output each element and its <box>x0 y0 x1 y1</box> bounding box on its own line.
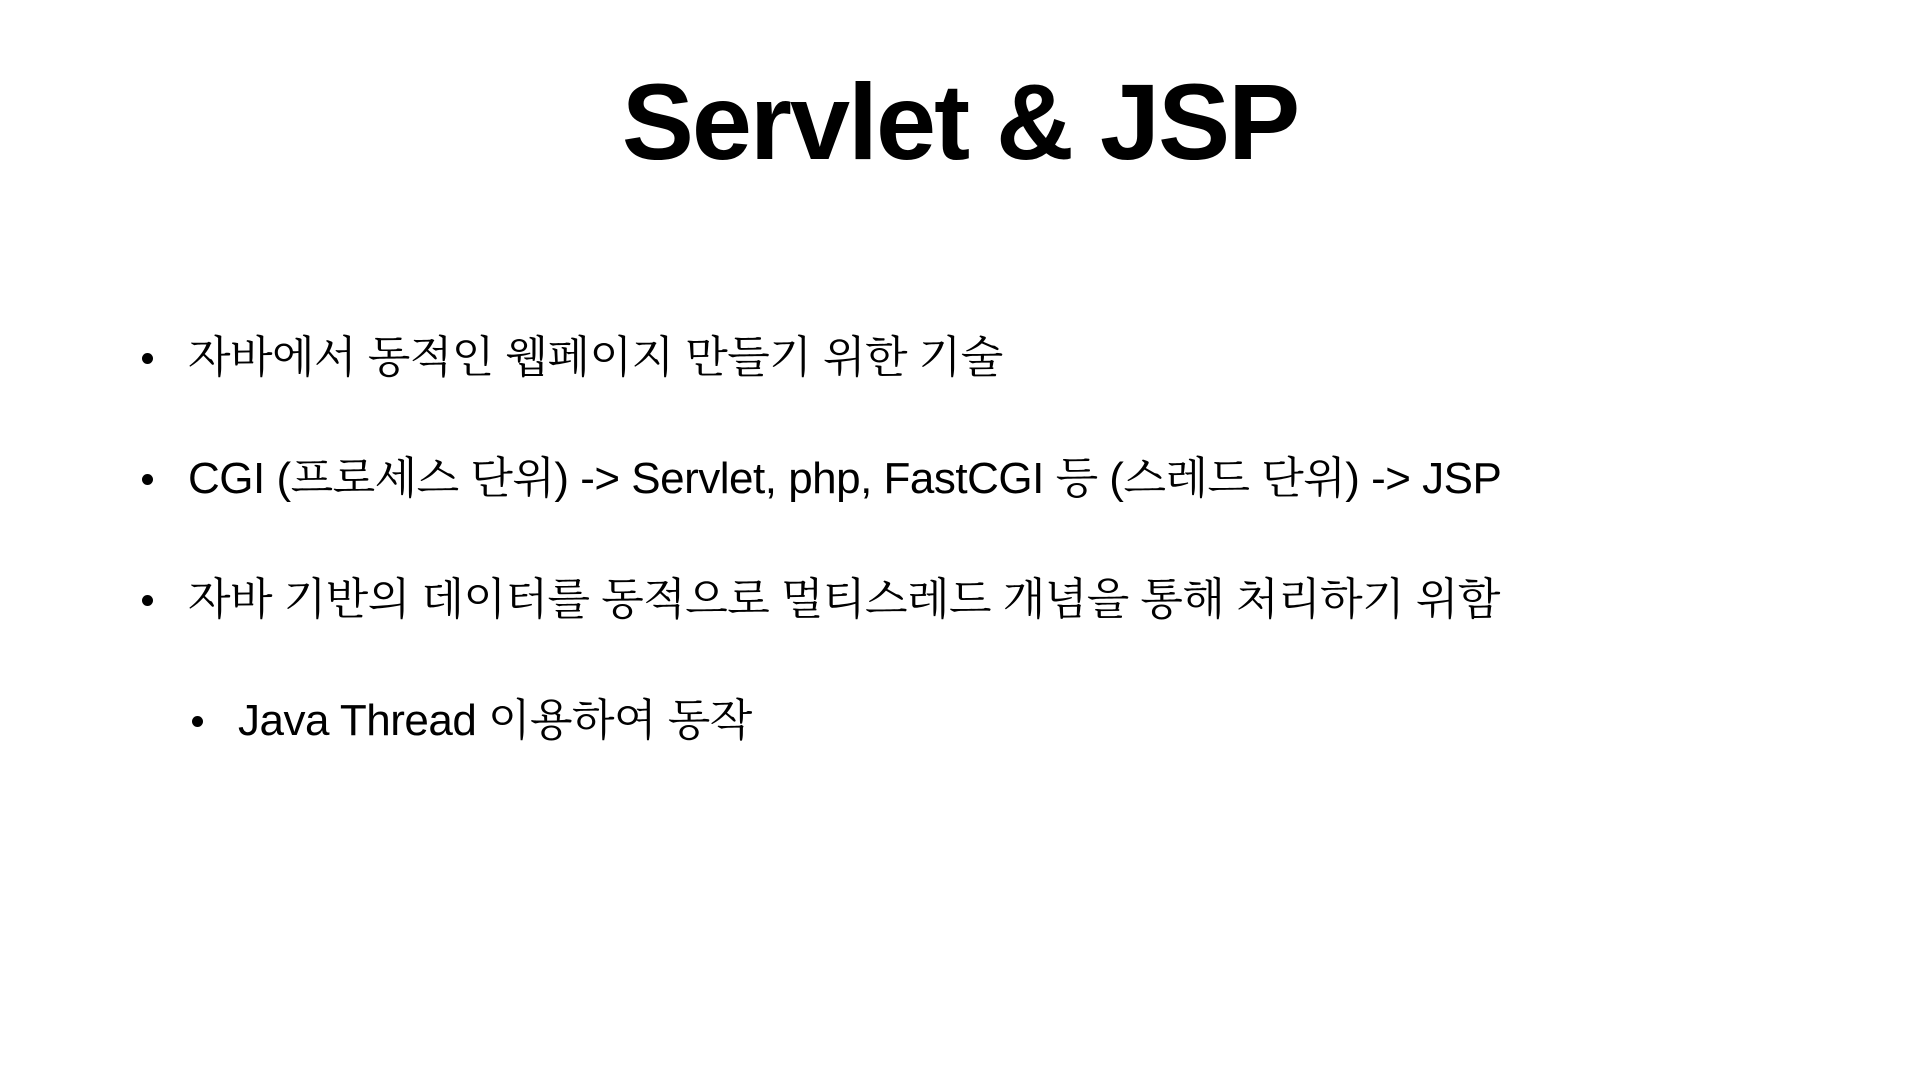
bullet-text: 자바 기반의 데이터를 동적으로 멀티스레드 개념을 통해 처리하기 위함 <box>188 575 1500 624</box>
bullet-item-multithread <box>138 564 1501 636</box>
bullet-item-dynamic-web <box>138 322 1501 394</box>
bullet-text: 자바에서 동적인 웹페이지 만들기 위한 기술 <box>188 333 1003 382</box>
bullet-dot-icon <box>142 353 153 364</box>
slide-title: Servlet & JSP <box>621 61 1299 182</box>
sub-bullet-item-java-thread <box>188 685 1501 757</box>
bullet-dot-icon <box>142 474 153 485</box>
bullet-text: Java Thread 이용하여 동작 <box>238 696 752 745</box>
bullet-dot-icon <box>142 595 153 606</box>
bullet-dot-icon <box>192 716 203 727</box>
bullet-list <box>138 322 1501 806</box>
bullet-item-cgi-evolution <box>138 443 1501 515</box>
bullet-text: CGI (프로세스 단위) -> Servlet, php, FastCGI 등 (스레드 단위) -> JSP <box>188 454 1502 503</box>
